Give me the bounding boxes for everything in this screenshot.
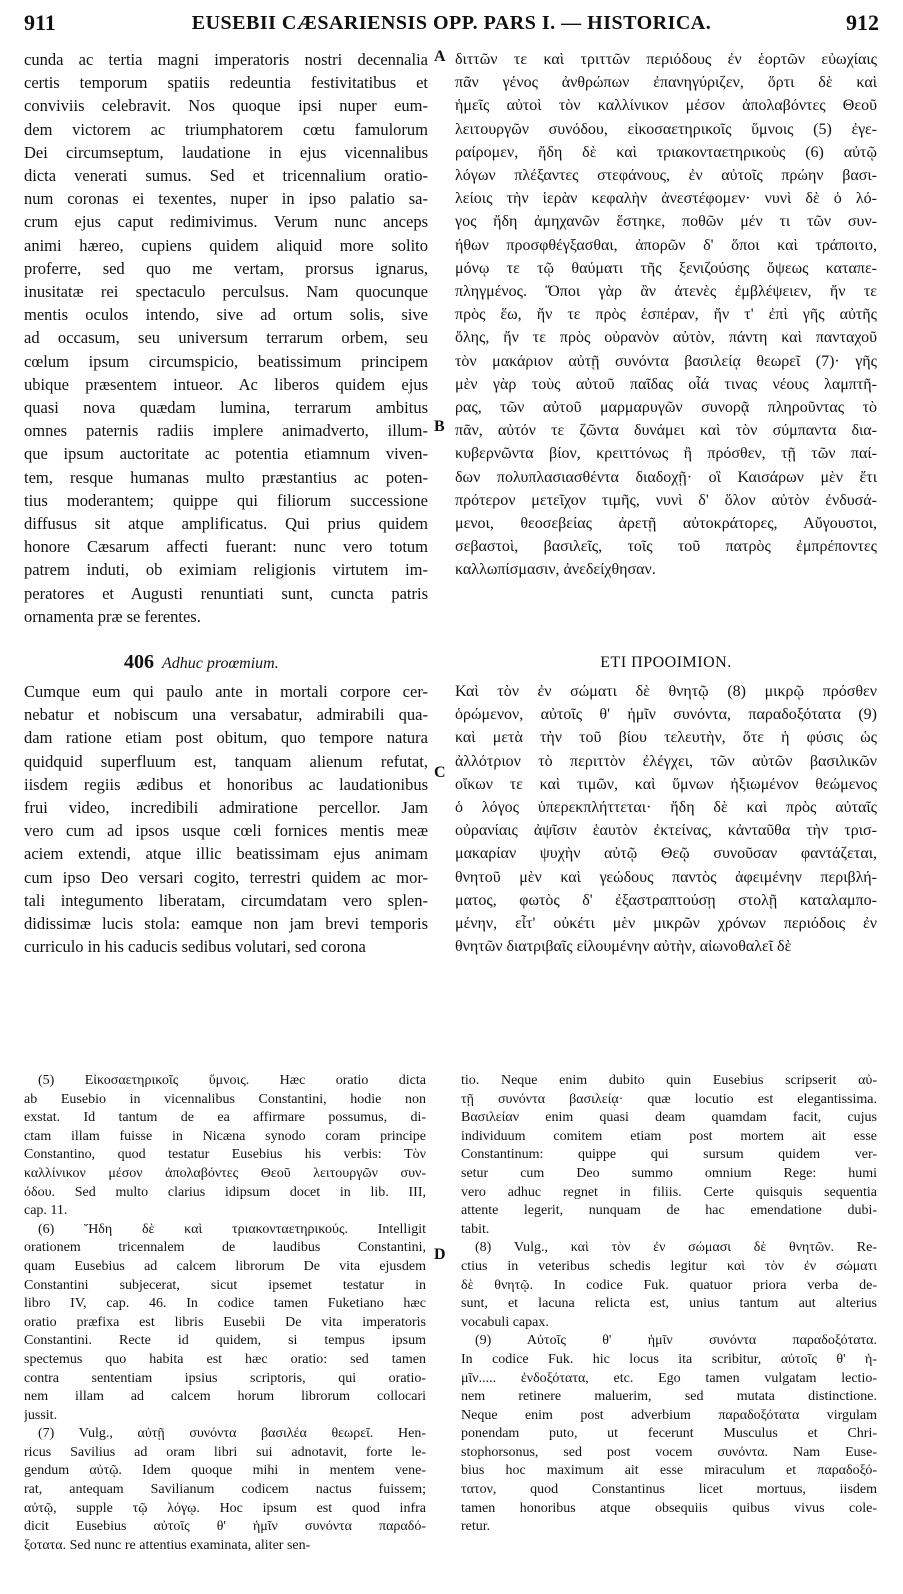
text-line: ad occasum, seu universum terrarum orbem, seu xyxy=(24,328,428,348)
footnote-line: καλλίνικον μέσον ἀπολαβόντες Θεοῦ λειτουργῶν συν- xyxy=(24,1165,426,1181)
footnote-line: stophorsonus, sed post vocem συνόντα. Nam Euse- xyxy=(461,1444,877,1460)
text-line: cunda ac tertia magni imperatoris nostri decennalia xyxy=(24,50,428,69)
text-line: dicta venerati sumus. Sed et tricennalium oratio- xyxy=(24,166,428,186)
text-line: ὁρώμενον, αὐτοῖς θ' ἡμῖν συνόντα, παραδοξότατα (9) xyxy=(455,706,877,724)
running-title: EUSEBII CÆSARIENSIS OPP. PARS I. — HISTORICA. xyxy=(191,12,712,34)
text-line: ὅλης, ἤν τε πρὸς οὐρανὸν αὐτὸν, πάντη καὶ πανταχοῦ xyxy=(455,329,877,347)
text-line: diffusus sit atque amplificatus. Qui prius quidem xyxy=(24,514,428,534)
footnote-line: τῇ συνόντα βασιλείᾳ· quæ locutio est elegantissima. xyxy=(461,1091,877,1107)
text-line: num coronas ei texentes, nuper in ipso palatio sa- xyxy=(24,189,428,209)
footnote-line: ξοτατα. Sed nunc re attentius examinata, aliter sen- xyxy=(24,1537,311,1553)
footnote-line: oratio præfixa est libris Eusebii De vita imperatoris xyxy=(24,1314,426,1330)
footnote-line: retur. xyxy=(461,1519,491,1535)
footnote-line: (8) Vulg., καὶ τὸν ἐν σώμασι δὲ θνητῶν. Re- xyxy=(475,1240,877,1256)
text-line: certis temporum spatiis redeuntia festivitatibus et xyxy=(24,73,428,93)
footnote-line: jussit. xyxy=(24,1407,58,1423)
margin-marker-d: D xyxy=(434,1246,446,1263)
text-line: μακαρίαν ψυχὴν αὐτῷ Θεῷ συνοῦσαν φαντάζεται, xyxy=(455,845,877,863)
footnote-line: τατον, quod Constantinus licet mortuus, iisdem xyxy=(461,1482,877,1498)
footnote-line: δὲ θνητῷ. In codice Fuk. quatuor priora verba de- xyxy=(461,1277,877,1293)
text-line: ρας, τῶν αὐτοῦ μαρμαρυγῶν συνορᾷ πληροῦντας τὸ xyxy=(455,399,877,417)
footnote-line: nem retinere maluerim, sed mutata distinctione. xyxy=(461,1389,877,1405)
text-line: οἴκων τε καὶ τιμῶν, καὶ ὕμνων ἠξιωμένον θεώμενος xyxy=(455,775,877,793)
text-line: σεβαστοὶ, βασιλεῖς, τοῖς τοῦ πατρὸς ἐμπρέποντες xyxy=(455,538,877,556)
text-line: οὐρανίαις ἀψῖσιν ἑαυτὸν ἐκτείνας, κἀνταῦθα τὴν τρισ- xyxy=(455,822,877,840)
text-line: ραίρομεν, ἤδη δὲ καὶ τριακονταετηρικοὺς (6) αὐτῷ xyxy=(455,143,877,161)
text-line: πληγμένος. Ὅποι γὰρ ἂν ἀτενὲς ἐμβλέψειεν, ἤν τε xyxy=(455,283,877,301)
footnote-line: Constantini. Recte id quidem, si tempus ipsum xyxy=(24,1333,426,1349)
footnote-line: tio. Neque enim dubito quin Eusebius scripserit αὐ- xyxy=(461,1073,877,1088)
footnote-line: Constantinum: quippe qui sursum quidem ver- xyxy=(461,1147,877,1163)
footnote-line: ponendam puto, ut fecerunt Musculus et Chri- xyxy=(461,1426,877,1442)
text-line: iisdem regiis ædibus et honoribus ac laudationibus xyxy=(24,774,428,794)
footnote-line: dicit Eusebius αὐτοῖς θ' ἡμῖν συνόντα παραδό- xyxy=(24,1519,426,1535)
latin-text-top xyxy=(24,48,428,628)
text-line: cum ipso Deo versari cogito, terrestri quidem ac mor- xyxy=(24,867,428,887)
footnote-line: individuum comitem etiam post mortem ait esse xyxy=(461,1128,877,1144)
text-line: patrem induti, ob eximiam religionis virtutem im- xyxy=(24,560,428,580)
footnote-line: cap. 11. xyxy=(24,1203,68,1219)
text-line: tius moderantem; quippe qui filiorum successione xyxy=(24,490,428,510)
greek-text-top xyxy=(455,48,877,582)
text-line: cœlum ipsum circumspicio, beatissimum principem xyxy=(24,351,428,371)
text-line: que ipsum auctoritate ac potentia etiamnum viven- xyxy=(24,444,428,464)
text-line: μενοι, θεοσεβείας ἀρετῇ αὐτοκράτορες, Αὔγουστοι, xyxy=(455,515,877,533)
text-line: κυβερνῶντα βίον, κρειττόνως ἢ πρόσθεν, τῇ τῶν παί- xyxy=(455,445,877,463)
footnote-line: (6) Ἤδη δὲ καὶ τριακονταετηρικούς. Intelligit xyxy=(38,1221,426,1237)
section-number: 406 xyxy=(124,651,154,673)
text-line: μὲν γὰρ τοὺς αὐτοῦ παῖδας οἷά τινας νέους λαμπτῆ- xyxy=(455,375,877,393)
text-line: πρότερον μετεῖχον τιμῆς, νυνὶ δ' ὅλον αὐτὸν ἐνδυσά- xyxy=(455,491,877,509)
footnote-line: exstat. Id tantum de ea affirmare possumus, di- xyxy=(24,1110,426,1126)
text-line: μένην, εἶτ' οὐκέτι μὲν μικρῶν χρόνων περιόδοις ἐν xyxy=(455,915,877,933)
text-line: ἀλλότριον τὸ περιττὸν ἐλέγχει, τῶν αὐτῶν βασιλικῶν xyxy=(455,752,877,770)
footnote-line: setur cum Deo summo omnium Rege: humi xyxy=(461,1165,877,1181)
footnote-line: όδου. Sed multo clarius idipsum docet in lib. III, xyxy=(24,1184,426,1200)
footnote-line: ab Eusebio in vicennalibus Constantini, hodie non xyxy=(24,1091,426,1107)
footnote-line: quam Eusebius ad calcem librorum De vita ejusdem xyxy=(24,1258,426,1274)
section-heading-latin xyxy=(124,651,424,677)
footnote-line: libro IV, cap. 46. In codice tamen Fuketiano hæc xyxy=(24,1296,426,1312)
footnote-line: spectemus quo habita est hæc oratio: sed tamen xyxy=(24,1351,426,1367)
footnote-line: Constantino, quod testatur Eusebius his verbis: Τὸν xyxy=(24,1147,426,1163)
text-line: nebatur et nobiscum una versabatur, admirabili qua- xyxy=(24,705,428,725)
footnote-line: gendum αὐτῷ. Idem quoque mihi in mentem vene- xyxy=(24,1463,426,1479)
footnote-line: αὐτῷ, supple τῷ λόγῳ. Hoc ipsum est quod infra xyxy=(24,1500,426,1516)
text-line: Dei circumseptum, laudatione in ejus vicennalibus xyxy=(24,142,428,162)
text-line: τὸν μακάριον αὐτῇ συνόντα βασιλείᾳ θεωρεῖ (7)· γῆς xyxy=(455,352,877,370)
footnote-line: attente legerit, nunquam de hac emendatione dubi- xyxy=(461,1203,877,1219)
text-line: καλλωπίσμασιν, ἀνεδείχθησαν. xyxy=(455,561,656,579)
margin-marker-b: B xyxy=(434,418,445,435)
text-line: διττῶν τε καὶ τριττῶν περιόδους ἐν ἑορτῶν εὐωχίαις xyxy=(455,51,877,68)
greek-text-bottom xyxy=(455,680,877,958)
text-line: peratores et Augusti renuntiati sunt, cuncta patris xyxy=(24,583,428,603)
text-line: ὁ λόγος ὑπερεκπλήττεται· ἤδη δὲ καὶ πρὸς αὐταῖς xyxy=(455,799,877,817)
text-line: γος ἤδη ἀμηχανῶν ἕστηκε, ποθῶν μέν τι τῶν συν- xyxy=(455,213,877,231)
text-line: animi hæreo, cupiens quidem aliquid more solito xyxy=(24,235,428,255)
footnotes-right xyxy=(461,1072,877,1537)
footnote-line: (7) Vulg., αὐτῇ συνόντα βασιλέα θεωρεῖ. Hen- xyxy=(38,1426,426,1442)
footnote-line: rat, antequam Savilianum codicem nactus fuissem; xyxy=(24,1482,426,1498)
text-line: aciem extendi, atque illic beatissimam ejus animam xyxy=(24,844,428,864)
footnote-line: (5) Εἰκοσαετηρικοῖς ὕμνοις. Hæc oratio dicta xyxy=(38,1073,426,1088)
text-line: ubique præsentem intueor. Ac liberos quidem ejus xyxy=(24,374,428,394)
text-line: honore Cæsarum affecti fuerant: nunc vero totum xyxy=(24,537,428,557)
text-line: λόγων πλέξαντες στεφάνους, ἐν αὐτοῖς πρώην βασι- xyxy=(455,167,877,185)
page-header xyxy=(0,10,903,38)
text-line: ἡμεῖς αὐτοὶ τὸν καλλίνικον μέσον ἀπολαβόντες Θεοῦ xyxy=(455,97,877,115)
text-line: θνητοῦ μὲν καὶ γεώδους παντὸς ἀφειμένην περιβλή- xyxy=(455,868,877,886)
footnote-line: vocabuli capax. xyxy=(461,1314,549,1330)
footnote-line: bius hoc maximum ait esse miraculum et παραδοξό- xyxy=(461,1463,877,1479)
text-line: dam ratione etiam post obitum, quo tempore natura xyxy=(24,728,428,748)
text-line: λείοις τὴν ἱερὰν κεφαλὴν ἀνεστέφομεν· νυνὶ δὲ ὁ λό- xyxy=(455,190,877,208)
footnote-line: nem illam ad calcem horum librorum collocari xyxy=(24,1389,426,1405)
footnote-line: orationem tricennalem de laudibus Constantini, xyxy=(24,1240,426,1256)
footnotes-left xyxy=(24,1072,426,1555)
text-line: inusitatæ rei spectaculo perculsus. Nam quocunque xyxy=(24,282,428,302)
footnote-line: vero adhuc regnet in filiis. Certe quisquis sequentia xyxy=(461,1184,877,1200)
section-title-greek: ΕΤΙ ΠΡΟΟΙΜΙΟΝ. xyxy=(600,654,732,671)
margin-marker-a: A xyxy=(434,48,446,65)
margin-marker-c: C xyxy=(434,764,446,781)
footnote-line: μῖν..... ἐνδοξότατα, etc. Ego tamen vulgatam lectio- xyxy=(461,1370,877,1386)
text-line: Cumque eum qui paulo ante in mortali corpore cer- xyxy=(24,682,428,701)
text-line: crum ejus caput redimivimus. Verum nunc anceps xyxy=(24,212,428,232)
text-line: mentis oculos intendo, sive ad ortum solis, sive xyxy=(24,305,428,325)
text-line: frui video, incredibili admiratione percellor. Jam xyxy=(24,798,428,818)
footnote-line: tabit. xyxy=(461,1221,490,1237)
text-line: πᾶν, αὐτόν τε ζῶντα δυνάμει καὶ τὸν σύμπαντα δια- xyxy=(455,422,877,440)
footnote-line: ctius in veteribus schedis legitur καὶ τὸν ἐν σώματι xyxy=(461,1258,877,1274)
text-line: ήθων προσφθέγξασθαι, ἀπορῶν δ' ὅποι καὶ τράποιτο, xyxy=(455,236,877,254)
text-line: δων πολυπλασιασθέντα διαδοχῇ· οἳ Καισάρων μὲν ἔτι xyxy=(455,468,877,486)
text-line: Καὶ τὸν ἐν σώματι δὲ θνητῷ (8) μικρῷ πρόσθεν xyxy=(455,683,877,700)
page-number-right: 912 xyxy=(846,10,879,35)
text-line: πᾶν γένος ἀνθρώπων ἐπανηγύριζεν, ὅρτι δὲ καὶ xyxy=(455,74,877,92)
text-line: dem victorem ac triumphatorem cœtu famulorum xyxy=(24,119,428,139)
text-line: tem, resque humanas multo præstantius ac poten- xyxy=(24,467,428,487)
latin-text-bottom xyxy=(24,680,428,958)
text-line: didissimæ lucis stola: eamque non jam brevi temporis xyxy=(24,914,428,934)
footnote-line: tamen honoribus atque obsequiis quibus vivus cole- xyxy=(461,1500,877,1516)
text-line: quasi nova quædam lumina, terrarum ambitus xyxy=(24,398,428,418)
text-line: omnes paternis radiis implere animadverto, illum- xyxy=(24,421,428,441)
footnote-line: In codice Fuk. hic locus ita scribitur, αὐτοῖς θ' ἡ- xyxy=(461,1351,877,1367)
text-line: tali integumento liberatam, circumdatam vero splen- xyxy=(24,890,428,910)
footnote-line: ricus Savilius ad oram libri sui adnotavit, forte le- xyxy=(24,1444,426,1460)
text-line: vero cum ad ipsos usque cœli fornices mentis meæ xyxy=(24,821,428,841)
text-line: καὶ μετὰ τὴν τοῦ βίου τελευτὴν, ὅτε ἡ φύσις ὡς xyxy=(455,729,877,747)
footnote-line: Constantini subjecerat, sicut ipsemet testatur in xyxy=(24,1277,426,1293)
text-line: curriculo in his caducis sedibus volutari, sed corona xyxy=(24,937,366,957)
page-number-left: 911 xyxy=(24,10,56,35)
footnote-line: (9) Αὐτοῖς θ' ἡμῖν συνόντα παραδοξότατα. xyxy=(475,1333,877,1349)
footnote-line: Βασιλείαν enim quasi deam quamdam facit, cujus xyxy=(461,1110,877,1126)
footnote-line: ctam illam fuisse in Nicæna synodo coram principe xyxy=(24,1128,426,1144)
text-line: μόνῳ τε τῷ θαύματι τῆς ξενιζούσης ὄψεως καταπε- xyxy=(455,259,877,277)
footnote-line: Neque enim post adverbium παραδοξότατα virgulam xyxy=(461,1407,877,1423)
text-line: λειτουργῶν συνόδου, εἰκοσαετηρικοῖς ὕμνοις (5) ἐγε- xyxy=(455,120,877,138)
text-line: ornamenta præ se ferentes. xyxy=(24,606,201,626)
section-title-latin: Adhuc proœmium. xyxy=(162,655,279,672)
text-line: quidquid superfluum est, tanquam alienum refutat, xyxy=(24,751,428,771)
text-line: ματος, φωτὸς δ' ἐξαστραπτούσῃ στολῇ καταλαμπο- xyxy=(455,891,877,909)
footnote-line: sunt, et lacuna relicta est, unius tantum aut alterius xyxy=(461,1296,877,1312)
text-line: proferre, sed quo me vertam, prorsus ignarus, xyxy=(24,258,428,278)
text-line: θνητῶν διατριβαῖς εἰλουμένην αὐτὴν, αἰωνοθαλεῖ δὲ xyxy=(455,938,792,956)
text-line: conviviis celebravit. Nos quoque ipsi nuper eum- xyxy=(24,96,428,116)
text-line: πρὸς ἕω, ἤν τε πρὸς ἑσπέραν, ἤν τ' ἐπὶ γῆς αὐτῆς xyxy=(455,306,877,324)
footnote-line: contra sententiam ipsius scriptoris, qui oratio- xyxy=(24,1370,426,1386)
